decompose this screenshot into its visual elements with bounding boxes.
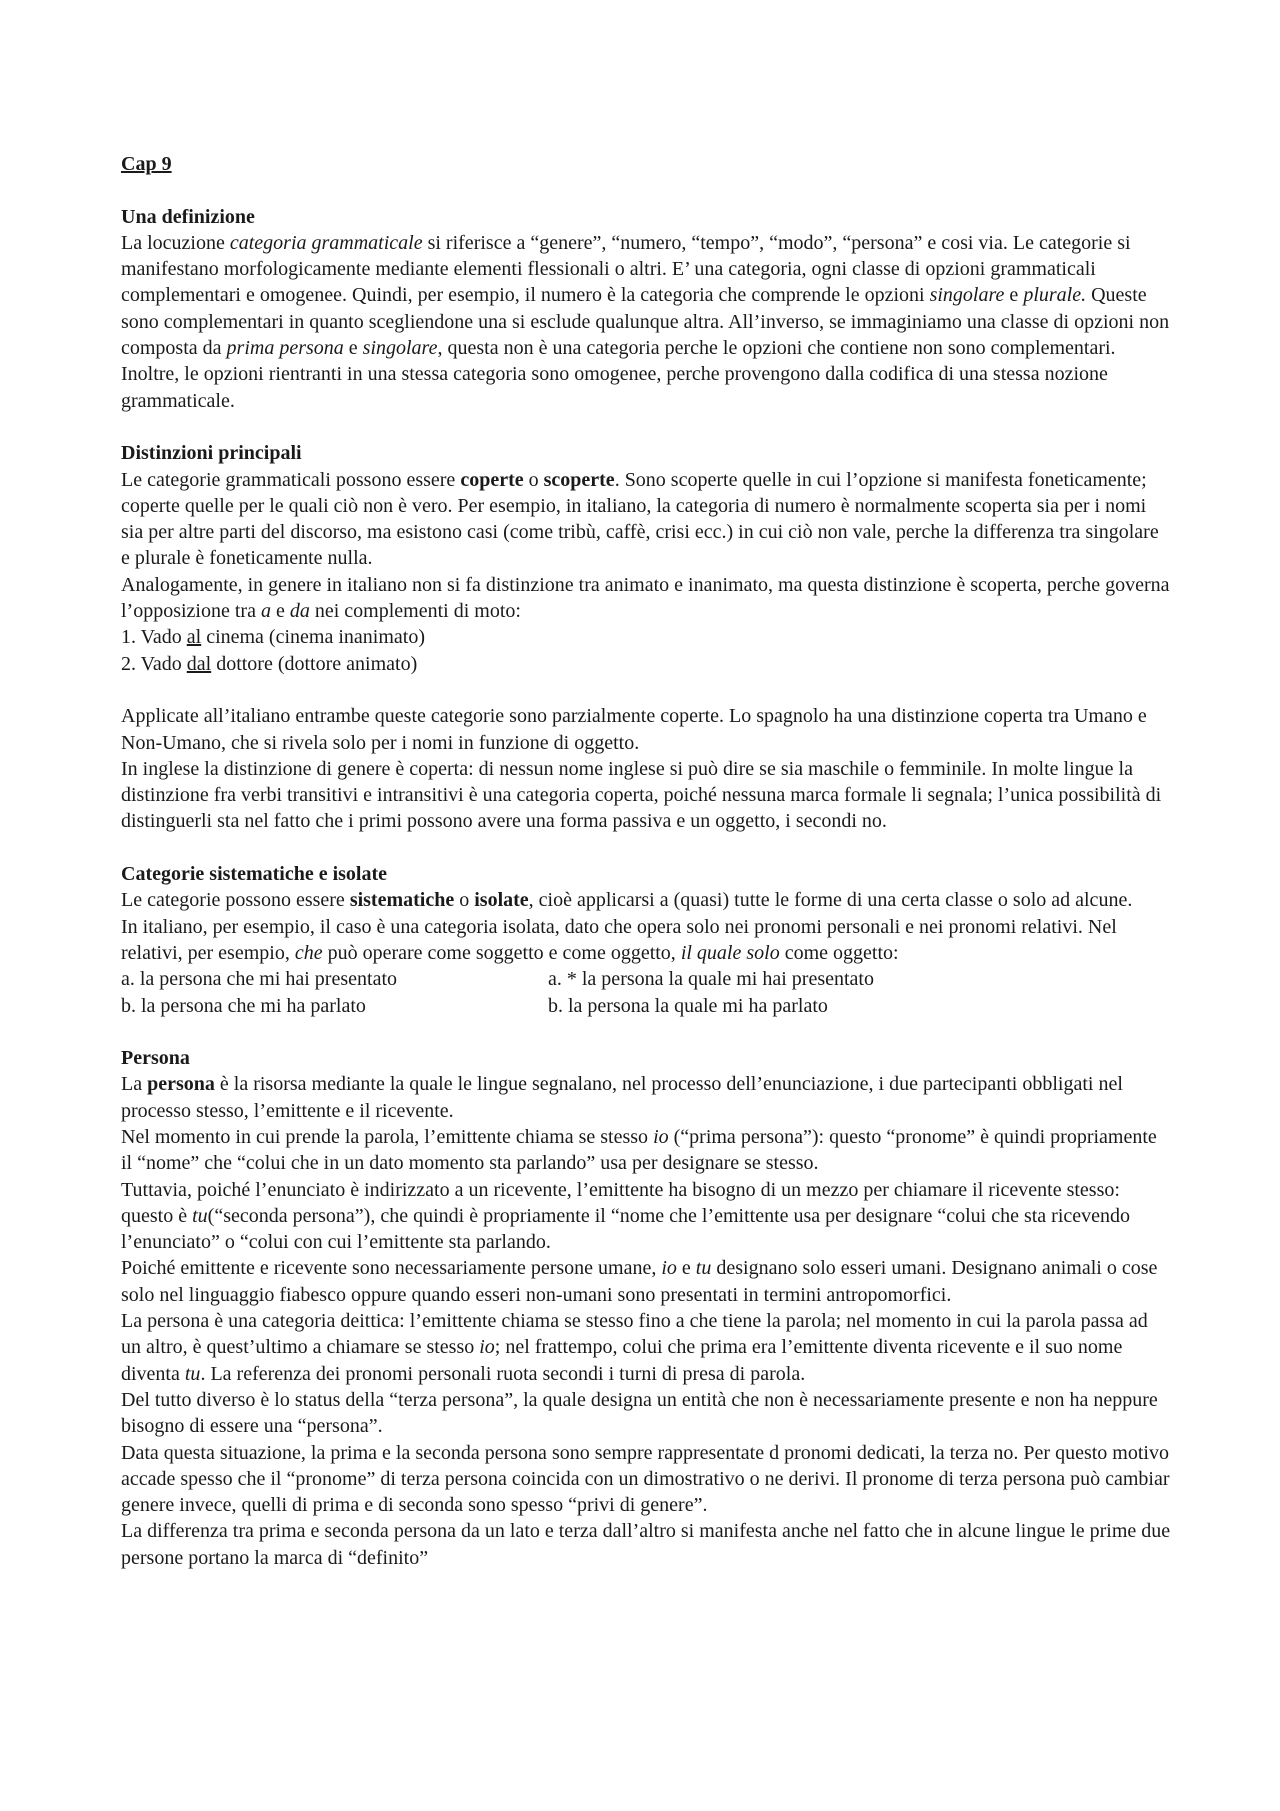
example-line: 2. Vado dal dottore (dottore animato) (121, 652, 418, 675)
paragraph: Analogamente, in genere in italiano non si fa distinzione tra animato e inanimato, ma questa distinzione è scoperta, perche governa l’opposizione tra a e da nei complementi di moto: (121, 573, 1170, 623)
paragraph: Le categorie grammaticali possono essere coperte o scoperte. Sono scoperte quelle in cui l’opzione si manifesta foneticamente; coperte quelle per le quali ciò non è vero. Per esempio, in italiano, la categoria di numero è normalmente scoperta sia per i nomi sia per altre parti del discorso, ma esistono casi (come tribù, caffè, crisi ecc.) in cui ciò non vale, perche la differenza tra singolare e plurale è foneticamente nulla. (121, 468, 1159, 570)
paragraph: Nel momento in cui prende la parola, l’emittente chiama se stesso io (“prima persona”): questo “pronome” è quindi propriamente il “nome” che “colui che in un dato momento sta parlando” usa per designare se stesso. (121, 1125, 1157, 1175)
section-heading: Persona (121, 1047, 190, 1070)
example-line: 1. Vado al cinema (cinema inanimato) (121, 626, 425, 649)
section-persona (121, 1045, 1171, 1571)
paragraph: Del tutto diverso è lo status della “terza persona”, la quale designa un entità che non è necessariamente presente e non ha neppure bisogno di essere una “persona”. (121, 1388, 1158, 1438)
blank-line (121, 677, 1171, 703)
paragraph: Applicate all’italiano entrambe queste categorie sono parzialmente coperte. Lo spagnolo ha una distinzione coperta tra Umano e Non-Umano, che si rivela solo per i nomi in funzione di oggetto. (121, 705, 1147, 754)
chapter-title: Cap 9 (121, 153, 172, 175)
paragraph: La persona è la risorsa mediante la quale le lingue segnalano, nel processo dell’enunciazione, i due partecipanti obbligati nel processo stesso, l’emittente e il ricevente. (121, 1073, 1123, 1122)
paragraph: La differenza tra prima e seconda persona da un lato e terza dall’altro si manifesta anche nel fatto che in alcune lingue le prime due persone portano la marca di “definito” (121, 1520, 1171, 1569)
paragraph: Poiché emittente e ricevente sono necessariamente persone umane, io e tu designano solo esseri umani. Designano animali o cose solo nel linguaggio fiabesco oppure quando esseri non-umani sono presentati in termini antropomorfici. (121, 1257, 1158, 1306)
paragraph: In italiano, per esempio, il caso è una categoria isolata, dato che opera solo nei pronomi personali e nei pronomi relativi. Nel relativi, per esempio, che può operare come soggetto e come oggetto, il quale solo come oggetto: (121, 915, 1117, 964)
paragraph: Tuttavia, poiché l’enunciato è indirizzato a un ricevente, l’emittente ha bisogno di un mezzo per chiamare il ricevente stesso: questo è tu(“seconda persona”), che quindi è propriamente il “nome che l’emittente usa per designare “colui che sta ricevendo l’enunciato” o “colui con cui l’emittente sta parlando. (121, 1178, 1131, 1254)
section-definizione (121, 204, 1171, 414)
paragraph: Le categorie possono essere sistematiche o isolate, cioè applicarsi a (quasi) tutte le forme di una certa classe o solo ad alcune. (121, 889, 1133, 912)
section-sistematiche (121, 861, 1171, 1019)
paragraph: La persona è una categoria deittica: l’emittente chiama se stesso fino a che tiene la parola; nel momento in cui la parola passa ad un altro, è quest’ultimo a chiamare se stesso io; nel frattempo, colui che prima era l’emittente diventa ricevente e il suo nome diventa tu. La referenza dei pronomi personali ruota secondi i turni di presa di parola. (121, 1310, 1148, 1385)
example-row: b. la persona che mi ha parlato b. la persona la quale mi ha parlato (121, 994, 828, 1017)
section-heading: Una definizione (121, 205, 255, 228)
paragraph: La locuzione categoria grammaticale si riferisce a “genere”, “numero, “tempo”, “modo”, “persona” e cosi via. Le categorie si manifestano morfologicamente mediante elementi flessionali o altri. E’ una categoria, ogni classe di opzioni grammaticali complementari e omogenee. Quindi, per esempio, il numero è la categoria che comprende le opzioni singolare e plurale. Queste sono complementari in quanto scegliendone una si esclude qualunque altra. All’inverso, se immaginiamo una classe di opzioni non composta da prima persona e singolare, questa non è una categoria perche le opzioni che contiene non sono complementari. Inoltre, le opzioni rientranti in una stessa categoria sono omogenee, perche provengono dalla codifica di una stessa nozione grammaticale. (121, 231, 1170, 412)
section-heading: Distinzioni principali (121, 442, 302, 465)
section-heading: Categorie sistematiche e isolate (121, 863, 388, 886)
example-row: a. la persona che mi hai presentato a. * la persona la quale mi hai presentato (121, 968, 874, 991)
section-distinzioni (121, 440, 1171, 834)
document-page (121, 151, 1171, 1571)
paragraph: In inglese la distinzione di genere è coperta: di nessun nome inglese si può dire se sia maschile o femminile. In molte lingue la distinzione fra verbi transitivi e intransitivi è una categoria coperta, poiché nessuna marca formale li segnala; l’unica possibilità di distinguerli sta nel fatto che i primi possono avere una forma passiva e un oggetto, i secondi no. (121, 757, 1162, 833)
paragraph: Data questa situazione, la prima e la seconda persona sono sempre rappresentate d pronomi dedicati, la terza no. Per questo motivo accade spesso che il “pronome” di terza persona coincida con un dimostrativo o ne derivi. Il pronome di terza persona può cambiar genere invece, quelli di prima e di seconda sono spesso “privi di genere”. (121, 1441, 1170, 1517)
